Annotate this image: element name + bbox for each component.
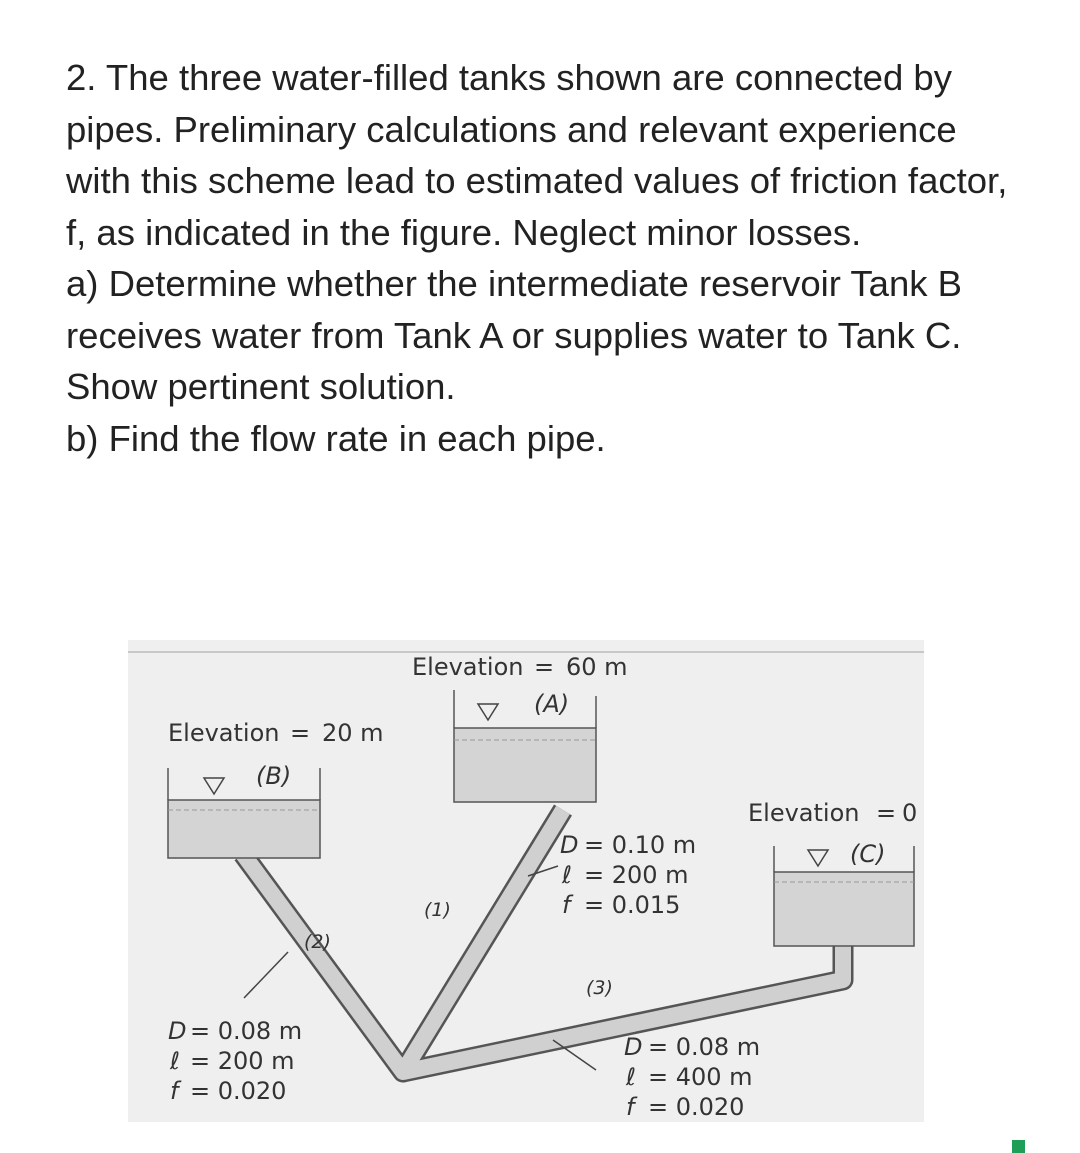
pipe-2-f-symbol: f	[170, 1077, 179, 1105]
pipe-1-d-symbol: D	[560, 831, 579, 859]
pipe-2-label: (2)	[304, 931, 331, 953]
pipe-1-label: (1)	[424, 899, 451, 921]
tank-a-water	[454, 728, 596, 802]
tank-pipe-figure	[128, 640, 924, 1122]
green-square-icon	[1012, 1140, 1025, 1153]
triangle-down-icon	[204, 778, 224, 794]
tank-c-elevation-eq: =	[876, 799, 897, 827]
problem-statement	[66, 52, 1026, 464]
tank-a-elevation-label: Elevation	[412, 653, 524, 681]
pipe-1-l-symbol: ℓ	[562, 861, 572, 889]
tank-c-elevation-value: 0	[902, 799, 918, 827]
pipe-1-diameter: = 0.10 m	[584, 831, 697, 859]
tank-c-water	[774, 872, 914, 946]
pipe-3-length: = 400 m	[648, 1063, 753, 1091]
pipe-1-f-symbol: f	[562, 891, 571, 919]
pipe-1-length: = 200 m	[584, 861, 689, 889]
triangle-down-icon	[478, 704, 498, 720]
pipe-3-label: (3)	[586, 977, 613, 999]
pipe-2-l-symbol: ℓ	[170, 1047, 180, 1075]
pipe-3-diameter: = 0.08 m	[648, 1033, 761, 1061]
question-part-b: b) Find the flow rate in each pipe.	[66, 417, 606, 459]
question-part-a: a) Determine whether the intermediate reservoir Tank B receives water from Tank A or supplies water to Tank C. Show pertinent solution.	[66, 263, 963, 407]
tank-b-elevation-value: 20 m	[322, 719, 384, 747]
tank-b-elevation-label: Elevation	[168, 719, 280, 747]
pipe-1-friction: = 0.015	[584, 891, 681, 919]
pipe-2-friction: = 0.020	[190, 1077, 287, 1105]
pipe-3-l-symbol: ℓ	[626, 1063, 636, 1091]
tank-c-elevation-label: Elevation	[748, 799, 860, 827]
pipe-3-f-symbol: f	[626, 1093, 635, 1121]
tank-a-elevation-value: 60 m	[566, 653, 628, 681]
pipe-3-d-symbol: D	[624, 1033, 643, 1061]
tank-a	[454, 690, 596, 802]
problem-text: 2. The three water-filled tanks shown are connected by pipes. Preliminary calculations and relevant experience with this scheme lead to estimated values of friction factor, f, as indicated in the figure. Neglect minor losses.	[66, 57, 1008, 253]
tank-a-name: (A)	[534, 690, 570, 718]
tank-c	[774, 846, 914, 946]
pipe-2-d-symbol: D	[168, 1017, 187, 1045]
tank-b	[168, 768, 320, 858]
tank-b-name: (B)	[256, 762, 292, 790]
pipe-3-friction: = 0.020	[648, 1093, 745, 1121]
pipe-2-diameter: = 0.08 m	[190, 1017, 303, 1045]
tank-b-water	[168, 800, 320, 858]
pipe-2-length: = 200 m	[190, 1047, 295, 1075]
tank-b-elevation-eq: =	[290, 719, 311, 747]
figure-svg	[128, 640, 924, 1122]
triangle-down-icon	[808, 850, 828, 866]
tank-a-elevation-eq: =	[534, 653, 555, 681]
tank-c-name: (C)	[850, 840, 886, 868]
